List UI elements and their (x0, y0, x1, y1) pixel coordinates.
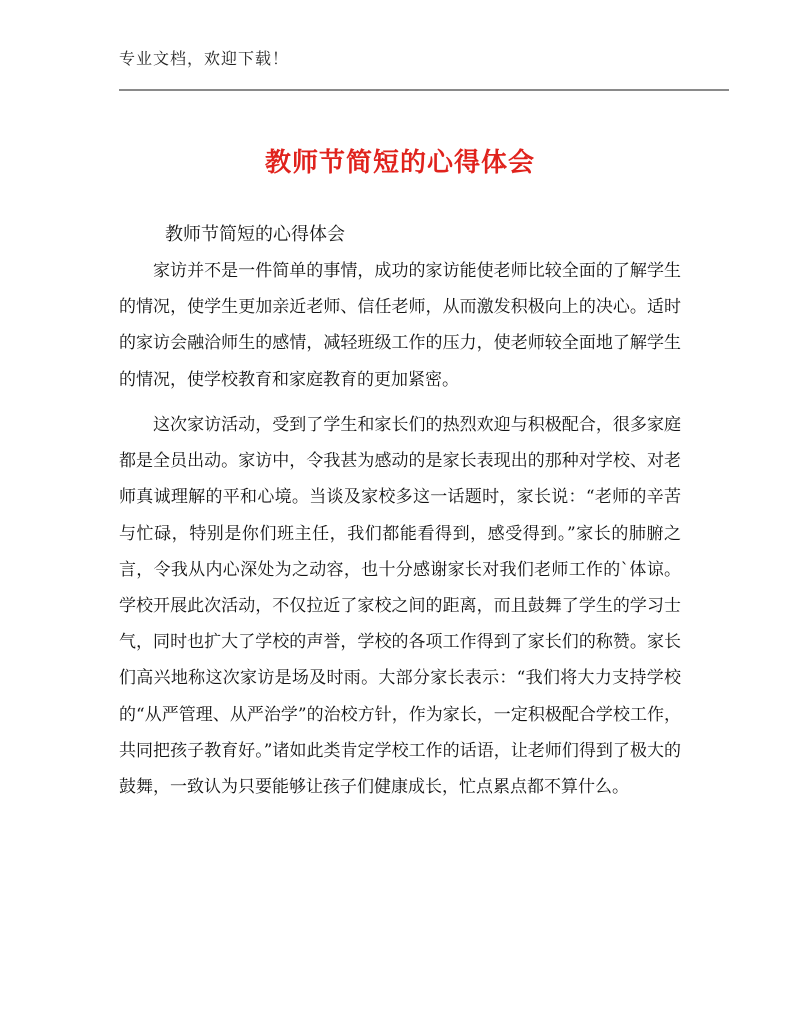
document-title: 教师节简短的心得体会 (264, 148, 535, 178)
body-paragraph: 家访并不是一件简单的事情，成功的家访能使老师比较全面的了解学生的情况，使学生更加亲近老师、信任老师，从而激发积极向上的决心。适时的家访会融洽师生的感情，减轻班级工作的压力，使老师较全面地了解学生的情况，使学校教育和家庭教育的更加紧密。 (119, 261, 681, 390)
body-paragraph-2-block (119, 407, 681, 805)
header-divider (119, 89, 729, 91)
document-subtitle: 教师节简短的心得体会 (165, 224, 345, 245)
body-paragraph: 这次家访活动，受到了学生和家长们的热烈欢迎与积极配合，很多家庭都是全员出动。家访中，令我甚为感动的是家长表现出的那种对学校、对老师真诚理解的平和心境。当谈及家校多这一话题时，家长说：“老师的辛苦与忙碌，特别是你们班主任，我们都能看得到，感受得到。”家长的肺腑之言，令我从内心深处为之动容，也十分感谢家长对我们老师工作的`体谅。学校开展此次活动，不仅拉近了家校之间的距离，而且鼓舞了学生的学习士气，同时也扩大了学校的声誉，学校的各项工作得到了家长们的称赞。家长们高兴地称这次家访是场及时雨。大部分家长表示：“我们将大力支持学校的“从严管理、从严治学”的治校方针，作为家长，一定积极配合学校工作，共同把孩子教育好。”诸如此类肯定学校工作的话语，让老师们得到了极大的鼓舞，一致认为只要能够让孩子们健康成长，忙点累点都不算什么。 (119, 415, 681, 798)
body-paragraph-1-block (119, 253, 681, 398)
header-text: 专业文档，欢迎下载！ (119, 49, 290, 68)
